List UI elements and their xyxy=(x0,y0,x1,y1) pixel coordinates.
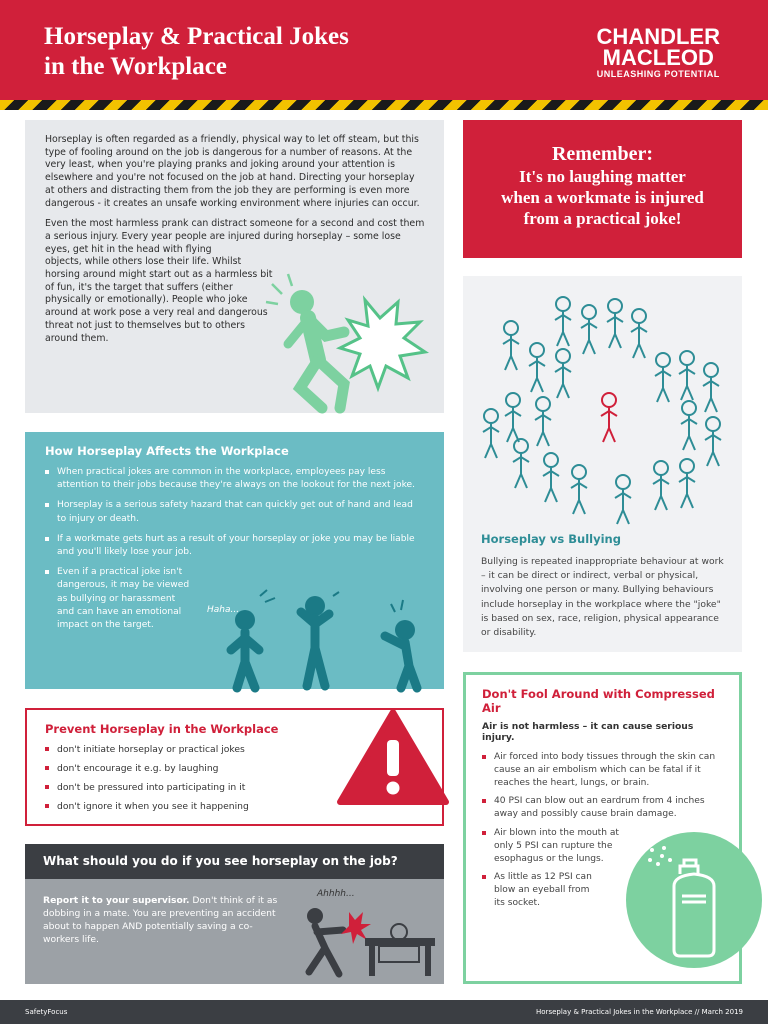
brand-logo xyxy=(597,26,720,80)
crowd-person-icon xyxy=(581,305,597,354)
crowd-person-icon xyxy=(703,363,719,412)
brand-tagline: UNLEASHING POTENTIAL xyxy=(596,69,720,79)
crowd-person-icon xyxy=(505,393,521,442)
page-header xyxy=(0,0,768,100)
crowd-person-icon xyxy=(655,353,671,402)
crowd-person-icon xyxy=(571,465,587,514)
what-text xyxy=(43,894,283,946)
bullying-heading: Horseplay vs Bullying xyxy=(481,532,621,546)
saw-accident-icon xyxy=(295,882,440,982)
target-person-icon xyxy=(601,393,617,442)
injured-person-icon xyxy=(270,280,460,420)
remember-callout xyxy=(463,120,742,258)
list-item: If a workmate gets hurt as a result of your horseplay or joke you may be liable and you'll likely lose your job. xyxy=(45,533,424,559)
brand-name-line-1: CHANDLER xyxy=(596,24,720,49)
air-heading: Don't Fool Around with Compressed Air xyxy=(482,687,715,715)
crowd-person-icon xyxy=(607,299,623,348)
footer-right: Horseplay & Practical Jokes in the Workplace // March 2019 xyxy=(536,1008,743,1016)
list-item: 40 PSI can blow out an eardrum from 4 inches away and possibly cause brain damage. xyxy=(482,795,722,821)
list-item: Even if a practical joke isn't dangerous, it may be viewed as bullying or harassment and can have an emotional impact on the target. xyxy=(45,566,195,632)
crowd-person-icon xyxy=(543,453,559,502)
crowd-person-icon xyxy=(615,475,631,524)
intro-paragraph-2-rest: objects, while others lose their life. Whilst horsing around might start out as a harmless bit of fun, it's the target that suffers (either physically or emotionally). People who joke around at work pose a very real and dangerous threat not just to themselves but to others around them. xyxy=(45,256,273,344)
list-item: Air forced into body tissues through the skin can cause an air embolism which can be fatal if it reaches the heart, lungs, or brain. xyxy=(482,751,722,789)
intro-paragraph-1: Horseplay is often regarded as a friendly, physical way to let off steam, but this type of fooling around on the job is dangerous for a number of reasons. At the very least, when you're playing pranks and joking around your attention is elsewhere and you're not focused on the job at hand. Directing your horseplay at others and distracting them from the job they are performing is even more dangerous - it creates an unsafe working environment where injuries can occur. xyxy=(45,134,420,209)
title-line-2: in the Workplace xyxy=(44,53,227,80)
laughing-figures-icon xyxy=(205,590,435,690)
ahh-label: Ahhhh... xyxy=(317,889,355,899)
crowd-person-icon xyxy=(513,439,529,488)
bullying-text: Bullying is repeated inappropriate behaviour at work – it can be direct or indirect, verbal or physical, involving one person or many. Bullying behaviours include horseplay in the workplace where the "joke" is based on sex, race, religion, physical appearance or disability. xyxy=(481,556,724,639)
crowd-person-icon xyxy=(555,297,571,346)
crowd-person-icon xyxy=(679,351,695,400)
crowd-person-icon xyxy=(535,397,551,446)
crowd-person-icon xyxy=(681,401,697,450)
title-line-1: Horseplay & Practical Jokes xyxy=(44,23,349,50)
intro-paragraph-2 xyxy=(45,218,425,345)
brand-name-line-2: MACLEOD xyxy=(602,45,714,70)
list-item: Air blown into the mouth at only 5 PSI can rupture the esophagus or the lungs. xyxy=(482,827,627,865)
crowd-person-icon xyxy=(503,321,519,370)
page-title xyxy=(44,22,349,82)
intro-paragraph-2-lead: Even the most harmless prank can distract someone for a second and cost them a serious injury. Every year people are injured during horseplay – some lose eyes, get hit in the head with flying xyxy=(45,218,425,255)
footer-left: SafetyFocus xyxy=(25,1008,68,1016)
remember-line-1: It's no laughing matter xyxy=(519,167,686,186)
list-item: don't initiate horseplay or practical jokes xyxy=(45,744,424,756)
air-subheading: Air is not harmless – it can cause serious injury. xyxy=(482,721,694,743)
spray-can-icon xyxy=(614,820,742,984)
remember-line-3: from a practical joke! xyxy=(523,209,682,228)
list-item: don't ignore it when you see it happening xyxy=(45,801,424,813)
list-item: don't be pressured into participating in it xyxy=(45,782,424,794)
hazard-stripe xyxy=(0,100,768,110)
crowd-person-icon xyxy=(705,417,721,466)
affects-heading: How Horseplay Affects the Workplace xyxy=(45,444,289,458)
list-item: don't encourage it e.g. by laughing xyxy=(45,763,424,775)
crowd-person-icon xyxy=(529,343,545,392)
list-item: When practical jokes are common in the workplace, employees pay less attention to their jobs because they're always on the lookout for the next joke. xyxy=(45,466,424,492)
crowd-person-icon xyxy=(653,461,669,510)
crowd-illustration xyxy=(463,276,742,526)
crowd-person-icon xyxy=(483,409,499,458)
page-footer xyxy=(0,1000,768,1024)
crowd-person-icon xyxy=(555,349,571,398)
crowd-person-icon xyxy=(679,459,695,508)
prevent-heading: Prevent Horseplay in the Workplace xyxy=(45,722,279,736)
remember-line-2: when a workmate is injured xyxy=(501,188,704,207)
warning-triangle-icon xyxy=(336,708,450,806)
what-heading: What should you do if you see horseplay on the job? xyxy=(25,844,444,879)
bullying-panel xyxy=(463,276,742,652)
what-body: Don't think of it as dobbing in a mate. You are preventing an accident about to happen AND potentially saving a co-workers life. xyxy=(43,895,278,945)
remember-heading: Remember: xyxy=(551,143,654,165)
what-bold-lead: Report it to your supervisor. xyxy=(43,895,190,906)
list-item: As little as 12 PSI can blow an eyeball from its socket. xyxy=(482,871,602,909)
list-item: Horseplay is a serious safety hazard that can quickly get out of hand and lead to injury or death. xyxy=(45,499,424,525)
haha-label: Haha... xyxy=(207,605,240,615)
crowd-person-icon xyxy=(631,309,647,358)
